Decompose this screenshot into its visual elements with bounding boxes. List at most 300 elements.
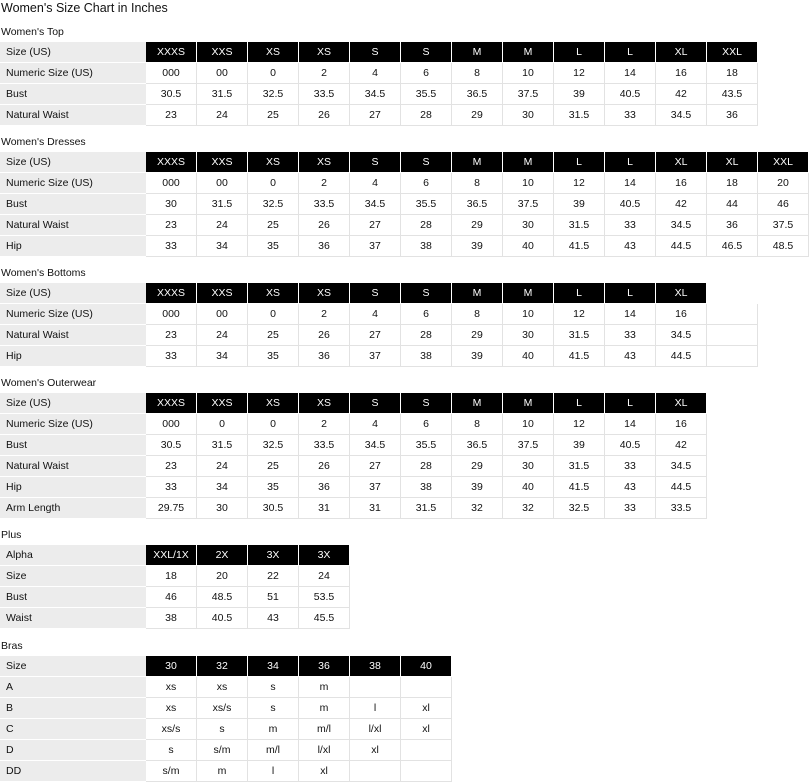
table-cell bbox=[401, 740, 452, 761]
table-cell: 42 bbox=[656, 84, 707, 105]
row-label: Arm Length bbox=[0, 498, 146, 519]
size-header-cell: L bbox=[605, 393, 656, 414]
table-row bbox=[0, 456, 707, 477]
table-cell: 0 bbox=[248, 63, 299, 84]
section-title-women-s-bottoms: Women's Bottoms bbox=[1, 267, 86, 279]
table-cell: 27 bbox=[350, 325, 401, 346]
size-header-cell: L bbox=[554, 42, 605, 63]
size-header-cell: XXXS bbox=[146, 42, 197, 63]
size-header-cell: XS bbox=[299, 393, 350, 414]
row-label: Bust bbox=[0, 84, 146, 105]
table-cell: 40 bbox=[503, 346, 554, 367]
table-cell: s bbox=[248, 698, 299, 719]
section-title-bras: Bras bbox=[1, 640, 23, 652]
table-cell: 35 bbox=[248, 346, 299, 367]
table-row bbox=[0, 587, 350, 608]
table-cell: 14 bbox=[605, 63, 656, 84]
size-header-cell: XXL bbox=[707, 42, 758, 63]
table-cell: 27 bbox=[350, 456, 401, 477]
table-cell: 18 bbox=[146, 566, 197, 587]
table-cell: 39 bbox=[554, 435, 605, 456]
table-cell: 43.5 bbox=[707, 84, 758, 105]
table-cell: 10 bbox=[503, 173, 554, 194]
table-cell: m bbox=[248, 719, 299, 740]
size-header-cell: XL bbox=[707, 152, 758, 173]
row-label: DD bbox=[0, 761, 146, 782]
size-header-cell: S bbox=[401, 393, 452, 414]
table-cell bbox=[350, 761, 401, 782]
size-header-cell: M bbox=[503, 393, 554, 414]
table-cell bbox=[707, 304, 758, 325]
table-cell: 35.5 bbox=[401, 84, 452, 105]
table-cell: 30.5 bbox=[146, 435, 197, 456]
row-label: Alpha bbox=[0, 545, 146, 566]
section-title-plus: Plus bbox=[1, 529, 22, 541]
size-header-cell: S bbox=[401, 42, 452, 63]
table-cell: 28 bbox=[401, 456, 452, 477]
table-cell: 30 bbox=[503, 456, 554, 477]
table-cell: 32 bbox=[452, 498, 503, 519]
table-cell: 34 bbox=[197, 477, 248, 498]
table-cell: xs bbox=[146, 698, 197, 719]
row-label: Size (US) bbox=[0, 393, 146, 414]
table-cell: xl bbox=[299, 761, 350, 782]
table-cell bbox=[707, 346, 758, 367]
size-header-cell: M bbox=[452, 152, 503, 173]
table-cell: 2 bbox=[299, 173, 350, 194]
size-header-cell: S bbox=[350, 152, 401, 173]
table-cell: 46.5 bbox=[707, 236, 758, 257]
table-cell: 29 bbox=[452, 325, 503, 346]
table-cell: l/xl bbox=[350, 719, 401, 740]
row-label: B bbox=[0, 698, 146, 719]
table-cell: s bbox=[146, 740, 197, 761]
size-header-cell: XXS bbox=[197, 42, 248, 63]
table-cell: 10 bbox=[503, 63, 554, 84]
table-cell: 25 bbox=[248, 105, 299, 126]
table-cell: 34 bbox=[197, 236, 248, 257]
table-cell: 8 bbox=[452, 173, 503, 194]
table-cell: l bbox=[350, 698, 401, 719]
table-cell: 38 bbox=[401, 236, 452, 257]
size-header-cell: XL bbox=[656, 393, 707, 414]
size-header-cell: XXXS bbox=[146, 393, 197, 414]
row-label: Natural Waist bbox=[0, 215, 146, 236]
table-cell: 51 bbox=[248, 587, 299, 608]
size-header-cell: 30 bbox=[146, 656, 197, 677]
table-cell: 25 bbox=[248, 325, 299, 346]
table-cell: 26 bbox=[299, 456, 350, 477]
table-cell: 14 bbox=[605, 304, 656, 325]
table-cell: 16 bbox=[656, 63, 707, 84]
table-cell: 40.5 bbox=[197, 608, 248, 629]
table-cell: 14 bbox=[605, 414, 656, 435]
size-header-cell: XXS bbox=[197, 393, 248, 414]
table-cell: s/m bbox=[197, 740, 248, 761]
table-cell: l bbox=[248, 761, 299, 782]
table-cell: 2 bbox=[299, 304, 350, 325]
row-label: Size bbox=[0, 566, 146, 587]
table-cell: 12 bbox=[554, 304, 605, 325]
table-cell: 34.5 bbox=[656, 105, 707, 126]
size-header-cell: XXXS bbox=[146, 152, 197, 173]
table-cell: 33 bbox=[605, 498, 656, 519]
size-header-cell: 2X bbox=[197, 545, 248, 566]
table-cell: 0 bbox=[248, 173, 299, 194]
table-cell: 34.5 bbox=[350, 194, 401, 215]
table-cell: 31.5 bbox=[197, 84, 248, 105]
table-cell bbox=[401, 761, 452, 782]
row-label: Bust bbox=[0, 194, 146, 215]
table-cell: 32 bbox=[503, 498, 554, 519]
table-cell: 53.5 bbox=[299, 587, 350, 608]
table-cell: 37.5 bbox=[503, 194, 554, 215]
table-cell: 6 bbox=[401, 414, 452, 435]
table-cell: xs bbox=[146, 677, 197, 698]
table-cell: 34 bbox=[197, 346, 248, 367]
table-cell: 26 bbox=[299, 105, 350, 126]
table-cell: 31.5 bbox=[554, 215, 605, 236]
size-header-cell: 3X bbox=[248, 545, 299, 566]
table-cell: 22 bbox=[248, 566, 299, 587]
table-cell: 38 bbox=[401, 477, 452, 498]
table-cell: 33 bbox=[605, 105, 656, 126]
table-cell: s bbox=[197, 719, 248, 740]
row-label: Hip bbox=[0, 477, 146, 498]
table-cell: 36 bbox=[707, 105, 758, 126]
size-header-cell: XXS bbox=[197, 152, 248, 173]
table-cell bbox=[350, 677, 401, 698]
table-cell: 34.5 bbox=[656, 325, 707, 346]
table-cell: 28 bbox=[401, 215, 452, 236]
size-table-women-s-outerwear bbox=[0, 393, 707, 519]
size-header-cell: 40 bbox=[401, 656, 452, 677]
row-label: Numeric Size (US) bbox=[0, 414, 146, 435]
table-cell: 45.5 bbox=[299, 608, 350, 629]
table-cell: 10 bbox=[503, 414, 554, 435]
table-cell: 0 bbox=[248, 304, 299, 325]
table-cell: 36.5 bbox=[452, 84, 503, 105]
table-cell: 32.5 bbox=[248, 194, 299, 215]
table-row bbox=[0, 498, 707, 519]
table-cell: 40 bbox=[503, 477, 554, 498]
table-header-row bbox=[0, 545, 350, 566]
table-cell: xl bbox=[401, 719, 452, 740]
table-row bbox=[0, 325, 758, 346]
table-cell: 36.5 bbox=[452, 435, 503, 456]
table-cell: l/xl bbox=[299, 740, 350, 761]
size-header-cell: XS bbox=[248, 42, 299, 63]
table-cell: 46 bbox=[146, 587, 197, 608]
table-row bbox=[0, 435, 707, 456]
table-cell: 8 bbox=[452, 304, 503, 325]
table-cell: 12 bbox=[554, 173, 605, 194]
row-label: Hip bbox=[0, 236, 146, 257]
table-cell: 37.5 bbox=[503, 435, 554, 456]
table-header-row bbox=[0, 42, 758, 63]
table-cell: m bbox=[299, 698, 350, 719]
table-row bbox=[0, 698, 452, 719]
table-cell: 41.5 bbox=[554, 346, 605, 367]
size-header-cell: M bbox=[503, 283, 554, 304]
table-cell: 00 bbox=[197, 304, 248, 325]
row-label: Bust bbox=[0, 587, 146, 608]
table-cell: 43 bbox=[605, 236, 656, 257]
size-header-cell: S bbox=[350, 283, 401, 304]
table-cell: 000 bbox=[146, 304, 197, 325]
table-cell: 33 bbox=[146, 477, 197, 498]
table-cell: 31 bbox=[299, 498, 350, 519]
table-row bbox=[0, 173, 809, 194]
table-cell: 37 bbox=[350, 346, 401, 367]
table-cell: 31.5 bbox=[197, 435, 248, 456]
table-cell: 16 bbox=[656, 304, 707, 325]
table-cell: 44 bbox=[707, 194, 758, 215]
table-cell: xl bbox=[350, 740, 401, 761]
table-cell: 39 bbox=[554, 194, 605, 215]
table-cell: 41.5 bbox=[554, 236, 605, 257]
page-title: Women's Size Chart in Inches bbox=[1, 1, 168, 15]
row-label: Numeric Size (US) bbox=[0, 304, 146, 325]
table-cell: 35.5 bbox=[401, 435, 452, 456]
table-cell: 36 bbox=[299, 236, 350, 257]
table-cell: 25 bbox=[248, 215, 299, 236]
size-table-women-s-dresses bbox=[0, 152, 809, 257]
table-cell: 33.5 bbox=[299, 435, 350, 456]
table-cell: 24 bbox=[197, 105, 248, 126]
size-header-cell: XS bbox=[248, 283, 299, 304]
section-title-women-s-dresses: Women's Dresses bbox=[1, 136, 86, 148]
table-cell: 2 bbox=[299, 63, 350, 84]
section-title-women-s-top: Women's Top bbox=[1, 26, 64, 38]
row-label: Size bbox=[0, 656, 146, 677]
table-cell: 35 bbox=[248, 236, 299, 257]
table-row bbox=[0, 346, 758, 367]
table-cell: 41.5 bbox=[554, 477, 605, 498]
table-cell: 30.5 bbox=[248, 498, 299, 519]
table-cell: 38 bbox=[401, 346, 452, 367]
table-cell: 33 bbox=[605, 456, 656, 477]
table-cell: 39 bbox=[452, 346, 503, 367]
table-cell: 18 bbox=[707, 63, 758, 84]
table-cell: 43 bbox=[248, 608, 299, 629]
size-header-cell: 36 bbox=[299, 656, 350, 677]
table-row bbox=[0, 761, 452, 782]
table-cell: 8 bbox=[452, 63, 503, 84]
table-row bbox=[0, 719, 452, 740]
table-cell: 24 bbox=[299, 566, 350, 587]
table-cell: m bbox=[299, 677, 350, 698]
table-cell: 33.5 bbox=[299, 84, 350, 105]
table-cell: 29 bbox=[452, 105, 503, 126]
table-header-row bbox=[0, 393, 707, 414]
table-cell: 10 bbox=[503, 304, 554, 325]
row-label: Size (US) bbox=[0, 152, 146, 173]
table-cell: 00 bbox=[197, 173, 248, 194]
size-header-cell: L bbox=[554, 283, 605, 304]
size-header-cell: M bbox=[452, 283, 503, 304]
size-header-cell: XS bbox=[299, 283, 350, 304]
table-cell: 34.5 bbox=[350, 84, 401, 105]
size-header-cell: XS bbox=[299, 152, 350, 173]
row-label: Natural Waist bbox=[0, 325, 146, 346]
table-row bbox=[0, 414, 707, 435]
size-header-cell: S bbox=[350, 393, 401, 414]
table-cell: 12 bbox=[554, 414, 605, 435]
size-header-cell: L bbox=[554, 152, 605, 173]
table-cell: 36 bbox=[299, 477, 350, 498]
table-cell: 27 bbox=[350, 215, 401, 236]
table-cell: m bbox=[197, 761, 248, 782]
table-cell bbox=[401, 677, 452, 698]
size-header-cell: XL bbox=[656, 152, 707, 173]
table-cell: 0 bbox=[197, 414, 248, 435]
size-header-cell: M bbox=[503, 152, 554, 173]
size-header-cell bbox=[707, 283, 758, 304]
table-cell: 32.5 bbox=[248, 84, 299, 105]
row-label: Numeric Size (US) bbox=[0, 173, 146, 194]
row-label: Natural Waist bbox=[0, 456, 146, 477]
table-cell: 37 bbox=[350, 477, 401, 498]
row-label: Waist bbox=[0, 608, 146, 629]
table-cell: 43 bbox=[605, 477, 656, 498]
table-cell: 24 bbox=[197, 325, 248, 346]
table-cell: 24 bbox=[197, 215, 248, 236]
table-cell: 33 bbox=[146, 236, 197, 257]
table-cell: 33.5 bbox=[656, 498, 707, 519]
size-table-plus bbox=[0, 545, 350, 629]
table-cell: 000 bbox=[146, 173, 197, 194]
table-cell: 31 bbox=[350, 498, 401, 519]
row-label: Bust bbox=[0, 435, 146, 456]
table-cell: 36.5 bbox=[452, 194, 503, 215]
table-cell: 44.5 bbox=[656, 346, 707, 367]
row-label: Hip bbox=[0, 346, 146, 367]
size-header-cell: XS bbox=[299, 42, 350, 63]
table-cell: 20 bbox=[197, 566, 248, 587]
size-header-cell: XXS bbox=[197, 283, 248, 304]
table-cell: 4 bbox=[350, 304, 401, 325]
table-cell: 23 bbox=[146, 105, 197, 126]
size-header-cell: XS bbox=[248, 152, 299, 173]
table-header-row bbox=[0, 283, 758, 304]
table-row bbox=[0, 236, 809, 257]
table-cell: 2 bbox=[299, 414, 350, 435]
table-cell: 42 bbox=[656, 194, 707, 215]
table-cell: 24 bbox=[197, 456, 248, 477]
table-cell: 26 bbox=[299, 215, 350, 236]
table-cell: 33 bbox=[605, 215, 656, 236]
table-row bbox=[0, 677, 452, 698]
section-title-women-s-outerwear: Women's Outerwear bbox=[1, 377, 97, 389]
size-header-cell: 32 bbox=[197, 656, 248, 677]
table-cell: 18 bbox=[707, 173, 758, 194]
size-header-cell: S bbox=[401, 152, 452, 173]
table-cell: 33 bbox=[146, 346, 197, 367]
size-header-cell: L bbox=[605, 42, 656, 63]
table-cell: 25 bbox=[248, 456, 299, 477]
table-cell: 30 bbox=[197, 498, 248, 519]
table-cell: xs bbox=[197, 677, 248, 698]
row-label: Size (US) bbox=[0, 283, 146, 304]
size-header-cell: L bbox=[554, 393, 605, 414]
table-cell: 34.5 bbox=[656, 456, 707, 477]
table-cell: 23 bbox=[146, 456, 197, 477]
size-header-cell: 38 bbox=[350, 656, 401, 677]
table-row bbox=[0, 105, 758, 126]
table-cell: 30 bbox=[503, 105, 554, 126]
table-cell: 44.5 bbox=[656, 236, 707, 257]
table-cell: 30 bbox=[503, 215, 554, 236]
size-header-cell: L bbox=[605, 152, 656, 173]
table-cell: 12 bbox=[554, 63, 605, 84]
table-cell: 36 bbox=[707, 215, 758, 236]
table-cell: 32.5 bbox=[554, 498, 605, 519]
table-cell: 8 bbox=[452, 414, 503, 435]
table-cell: xs/s bbox=[197, 698, 248, 719]
size-header-cell: XS bbox=[248, 393, 299, 414]
table-cell: 30 bbox=[503, 325, 554, 346]
table-cell: 39 bbox=[452, 236, 503, 257]
table-cell: 48.5 bbox=[197, 587, 248, 608]
size-header-cell: XL bbox=[656, 283, 707, 304]
table-cell: 6 bbox=[401, 63, 452, 84]
table-cell: 48.5 bbox=[758, 236, 809, 257]
table-cell: 4 bbox=[350, 173, 401, 194]
table-cell: 42 bbox=[656, 435, 707, 456]
table-cell: 31.5 bbox=[197, 194, 248, 215]
table-header-row bbox=[0, 152, 809, 173]
table-cell: 31.5 bbox=[554, 456, 605, 477]
row-label: A bbox=[0, 677, 146, 698]
size-table-bras bbox=[0, 656, 452, 782]
table-cell: 16 bbox=[656, 414, 707, 435]
table-cell: 23 bbox=[146, 215, 197, 236]
table-cell: 40.5 bbox=[605, 84, 656, 105]
table-cell: 33.5 bbox=[299, 194, 350, 215]
table-cell: 26 bbox=[299, 325, 350, 346]
table-cell bbox=[707, 325, 758, 346]
table-cell: 43 bbox=[605, 346, 656, 367]
table-cell: 6 bbox=[401, 304, 452, 325]
row-label: D bbox=[0, 740, 146, 761]
table-cell: 30 bbox=[146, 194, 197, 215]
table-cell: 29 bbox=[452, 456, 503, 477]
table-cell: 35.5 bbox=[401, 194, 452, 215]
table-cell: 34.5 bbox=[656, 215, 707, 236]
table-cell: 0 bbox=[248, 414, 299, 435]
size-header-cell: S bbox=[350, 42, 401, 63]
table-cell: 29.75 bbox=[146, 498, 197, 519]
table-cell: 40.5 bbox=[605, 435, 656, 456]
table-cell: 28 bbox=[401, 325, 452, 346]
size-header-cell: XL bbox=[656, 42, 707, 63]
table-cell: 39 bbox=[554, 84, 605, 105]
table-cell: 4 bbox=[350, 63, 401, 84]
table-cell: 4 bbox=[350, 414, 401, 435]
table-cell: 40.5 bbox=[605, 194, 656, 215]
table-cell: m/l bbox=[299, 719, 350, 740]
table-cell: 000 bbox=[146, 63, 197, 84]
table-cell: 00 bbox=[197, 63, 248, 84]
table-cell: 28 bbox=[401, 105, 452, 126]
table-cell: 37 bbox=[350, 236, 401, 257]
table-header-row bbox=[0, 656, 452, 677]
table-row bbox=[0, 194, 809, 215]
table-cell: 20 bbox=[758, 173, 809, 194]
table-cell: 16 bbox=[656, 173, 707, 194]
table-cell: s/m bbox=[146, 761, 197, 782]
